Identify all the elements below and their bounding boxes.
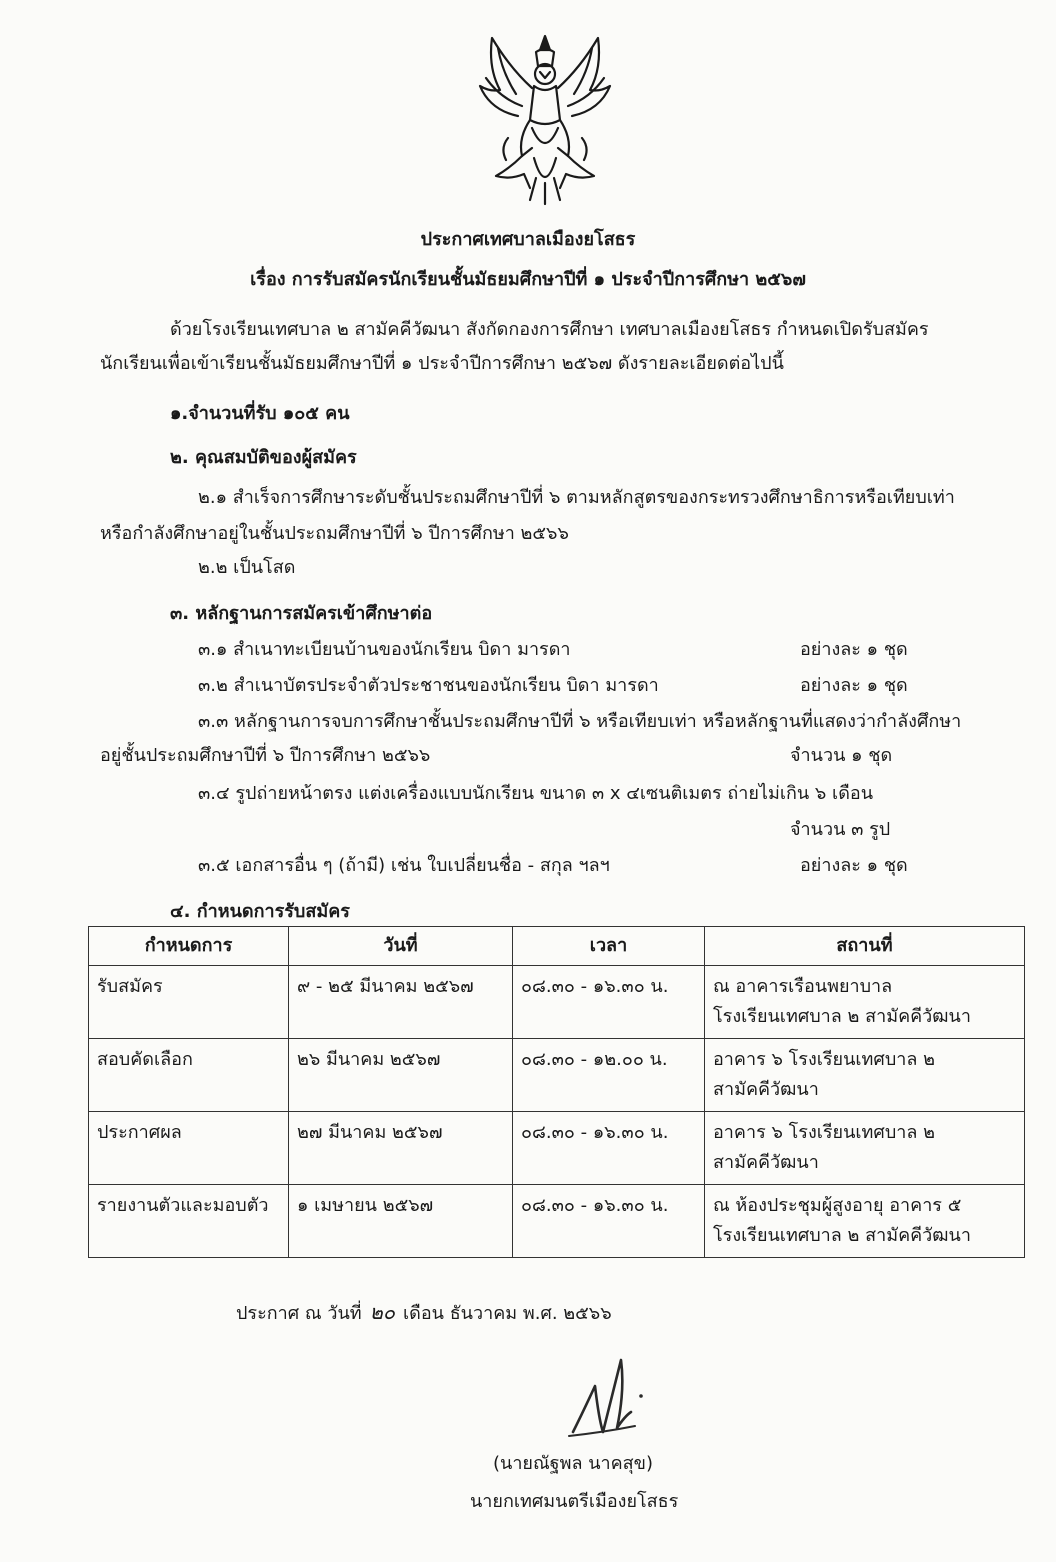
garuda-emblem-icon [470,28,620,208]
table-row [89,1112,1025,1185]
table-row [89,1039,1025,1112]
signature-icon [565,1350,655,1445]
section3-item3-line1: ๓.๓ หลักฐานการจบการศึกษาชั้นประถมศึกษาปีที่ ๖ หรือเทียบเท่า หรือหลักฐานที่แสดงว่ากำลังศึกษา [198,711,962,732]
section3-item2-qty: อย่างละ ๑ ชุด [800,675,908,696]
place-line-2: โรงเรียนเทศบาล ๒ สามัคคีวัฒนา [713,1006,971,1027]
section2-item1-line1: ๒.๑ สำเร็จการศึกษาระดับชั้นประถมศึกษาปีที่ ๖ ตามหลักสูตรของกระทรวงศึกษาธิการหรือเทียบเท่า [198,487,955,508]
row-date: ๒๖ มีนาคม ๒๕๖๗ [289,1039,513,1112]
subject-title: เรื่อง การรับสมัครนักเรียนชั้นมัธยมศึกษาปีที่ ๑ ประจำปีการศึกษา ๒๕๖๗ [250,269,806,290]
header-time: เวลา [513,927,705,966]
row-time: ๐๘.๓๐ - ๑๖.๓๐ น. [513,1112,705,1185]
signer-title: นายกเทศมนตรีเมืองยโสธร [470,1491,679,1512]
intro-line-2: นักเรียนเพื่อเข้าเรียนชั้นมัธยมศึกษาปีที่ ๑ ประจำปีการศึกษา ๒๕๖๗ ดังรายละเอียดต่อไปนี้ [100,353,784,374]
row-event: ประกาศผล [89,1112,289,1185]
row-date: ๙ - ๒๕ มีนาคม ๒๕๖๗ [289,966,513,1039]
section2-item2: ๒.๒ เป็นโสด [198,557,296,578]
row-date: ๒๗ มีนาคม ๒๕๖๗ [289,1112,513,1185]
table-row [89,966,1025,1039]
header-event: กำหนดการ [89,927,289,966]
announce-suffix: เดือน ธันวาคม พ.ศ. ๒๕๖๖ [403,1303,612,1324]
row-time: ๐๘.๓๐ - ๑๒.๐๐ น. [513,1039,705,1112]
row-date: ๑ เมษายน ๒๕๖๗ [289,1185,513,1258]
section3-title: ๓. หลักฐานการสมัครเข้าศึกษาต่อ [170,603,433,624]
section1-title: ๑.จำนวนที่รับ ๑๐๕ คน [170,403,350,424]
section2-item1-line2: หรือกำลังศึกษาอยู่ในชั้นประถมศึกษาปีที่ ๖ ปีการศึกษา ๒๕๖๖ [100,523,569,544]
row-time: ๐๘.๓๐ - ๑๖.๓๐ น. [513,1185,705,1258]
place-line-2: โรงเรียนเทศบาล ๒ สามัคคีวัฒนา [713,1225,971,1246]
section3-item3-qty: จำนวน ๑ ชุด [790,745,893,766]
section2-title: ๒. คุณสมบัติของผู้สมัคร [170,447,357,468]
section4-title: ๔. กำหนดการรับสมัคร [170,901,350,922]
section3-item1-qty: อย่างละ ๑ ชุด [800,639,908,660]
section3-item5-qty: อย่างละ ๑ ชุด [800,855,908,876]
row-event: รับสมัคร [89,966,289,1039]
section3-item1: ๓.๑ สำเนาทะเบียนบ้านของนักเรียน บิดา มารดา [198,639,571,660]
table-row [89,1185,1025,1258]
row-place [705,1185,1025,1258]
section3-item2: ๓.๒ สำเนาบัตรประจำตัวประชาชนของนักเรียน บิดา มารดา [198,675,659,696]
intro-line-1: ด้วยโรงเรียนเทศบาล ๒ สามัคคีวัฒนา สังกัดกองการศึกษา เทศบาลเมืองยโสธร กำหนดเปิดรับสมัคร [170,319,929,340]
announce-prefix: ประกาศ ณ วันที่ [236,1303,362,1324]
announce-day-handwritten: ๒๐ [369,1300,396,1324]
place-line-2: สามัคคีวัฒนา [713,1079,819,1100]
section3-item3-line2: อยู่ชั้นประถมศึกษาปีที่ ๖ ปีการศึกษา ๒๕๖๖ [100,745,431,766]
place-line-1: ณ อาคารเรือนพยาบาล [713,976,893,997]
place-line-1: อาคาร ๖ โรงเรียนเทศบาล ๒ [713,1122,935,1143]
place-line-1: อาคาร ๖ โรงเรียนเทศบาล ๒ [713,1049,935,1070]
signer-name: (นายณัฐพล นาคสุข) [493,1453,653,1474]
place-line-1: ณ ห้องประชุมผู้สูงอายุ อาคาร ๕ [713,1195,962,1216]
agency-title: ประกาศเทศบาลเมืองยโสธร [420,229,636,250]
place-line-2: สามัคคีวัฒนา [713,1152,819,1173]
section3-item5: ๓.๕ เอกสารอื่น ๆ (ถ้ามี) เช่น ใบเปลี่ยนชื่อ - สกุล ฯลฯ [198,855,610,876]
header-place: สถานที่ [705,927,1025,966]
row-event: สอบคัดเลือก [89,1039,289,1112]
row-time: ๐๘.๓๐ - ๑๖.๓๐ น. [513,966,705,1039]
row-place [705,1112,1025,1185]
section3-item4-qty: จำนวน ๓ รูป [790,819,891,840]
schedule-table [88,926,1025,1258]
row-place [705,966,1025,1039]
row-event: รายงานตัวและมอบตัว [89,1185,289,1258]
announce-date [236,1300,612,1326]
header-date: วันที่ [289,927,513,966]
row-place [705,1039,1025,1112]
table-header-row [89,927,1025,966]
section3-item4: ๓.๔ รูปถ่ายหน้าตรง แต่งเครื่องแบบนักเรียน ขนาด ๓ x ๔เซนติเมตร ถ่ายไม่เกิน ๖ เดือน [198,783,874,804]
